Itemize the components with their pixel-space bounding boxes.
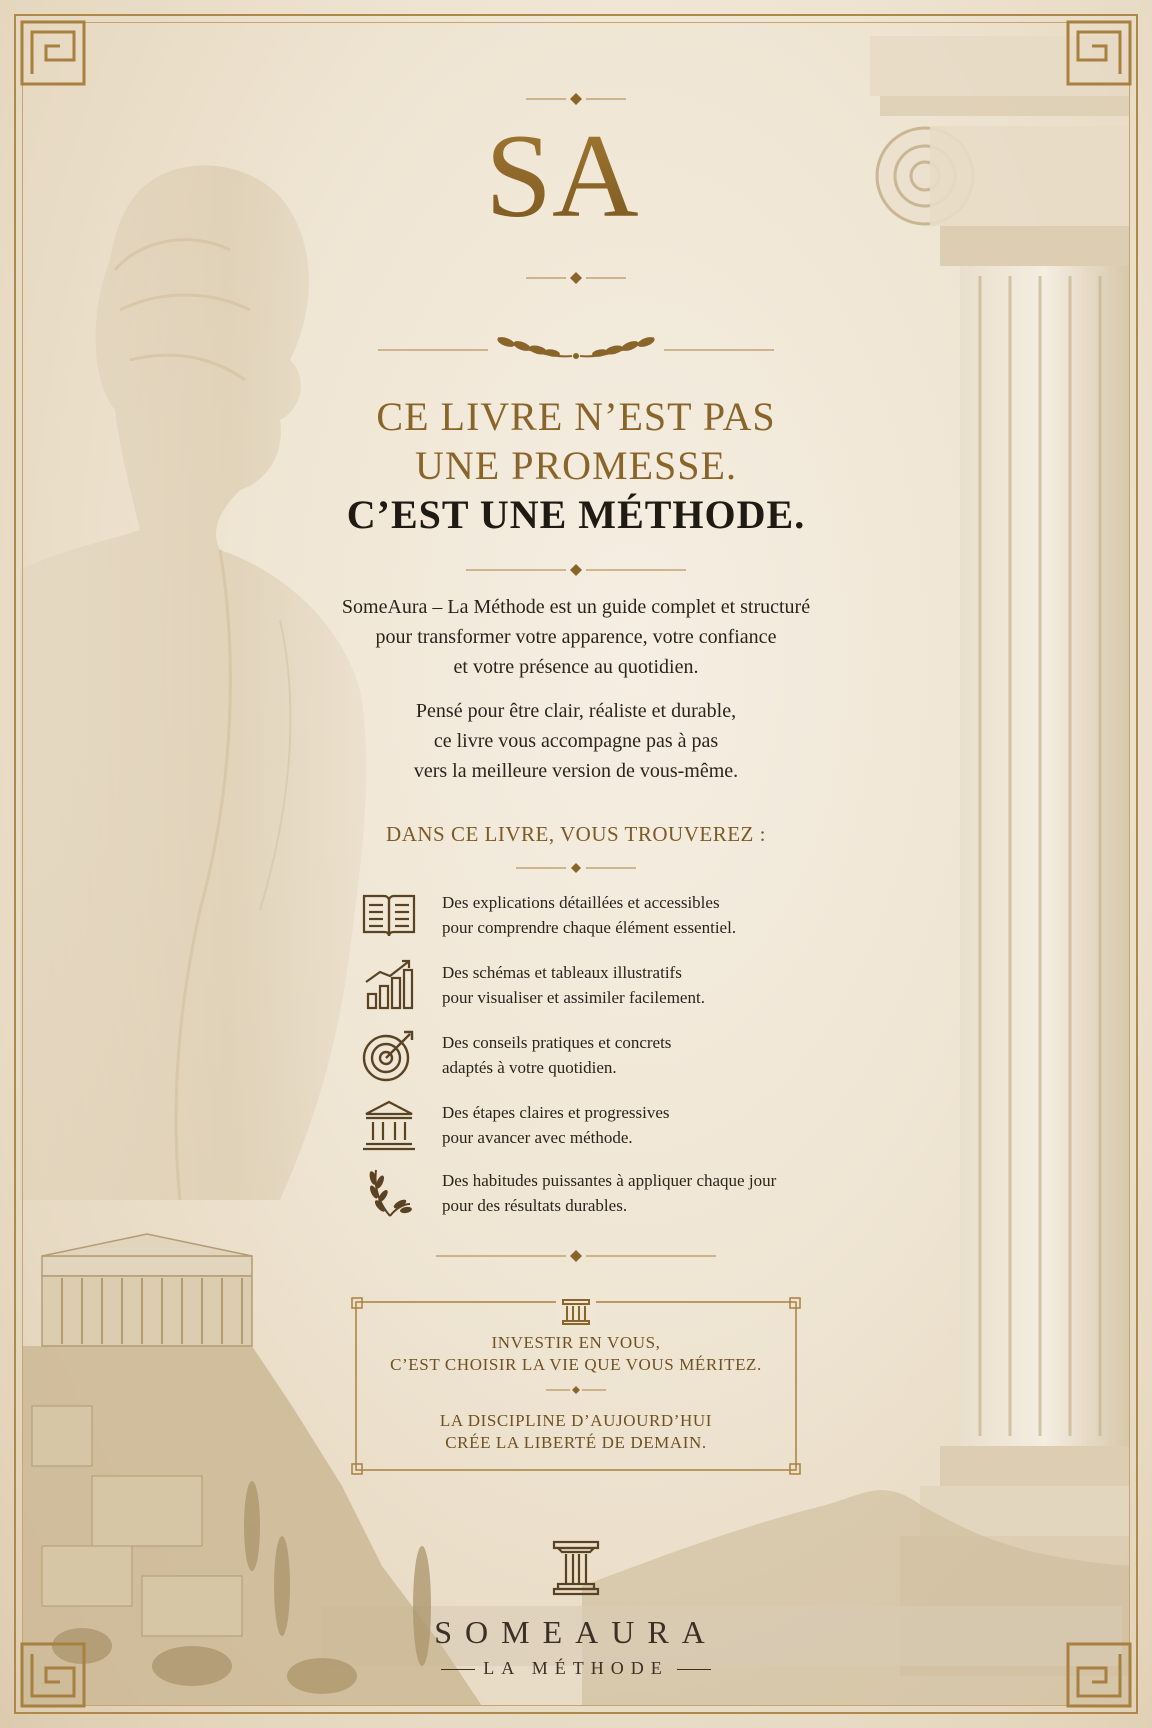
column-logo-icon — [546, 1538, 606, 1596]
feature-item — [360, 1164, 840, 1224]
feature-line: pour visualiser et assimiler facilement. — [442, 988, 705, 1007]
brand-subtitle: LA MÉTHODE — [483, 1658, 669, 1678]
target-icon — [360, 1026, 418, 1084]
quote-box — [350, 1296, 802, 1476]
quote-1 — [350, 1332, 802, 1376]
monogram-s: SA — [485, 109, 639, 242]
quote-2-line: LA DISCIPLINE D’AUJOURD’HUI — [439, 1411, 713, 1430]
feature-text — [442, 1168, 842, 1218]
subtitle-line-right — [677, 1669, 711, 1670]
intro-paragraph-1 — [300, 592, 852, 682]
intro-p1-line: et votre présence au quotidien. — [453, 656, 699, 678]
monogram-bottom-divider — [300, 271, 852, 285]
brand-subtitle-row — [300, 1658, 852, 1679]
feature-line: Des explications détaillées et accessibles — [442, 893, 720, 912]
brand-name: SOMEAURA — [434, 1614, 718, 1650]
section-title: DANS CE LIVRE, VOUS TROUVEREZ : — [386, 822, 766, 846]
feature-line: pour avancer avec méthode. — [442, 1128, 633, 1147]
feature-line: adaptés à votre quotidien. — [442, 1058, 617, 1077]
features-bottom-divider — [300, 1249, 852, 1263]
feature-line: Des étapes claires et progressives — [442, 1103, 670, 1122]
feature-text — [442, 890, 842, 940]
feature-item — [360, 956, 840, 1016]
greek-key-corner-ornament — [1064, 1640, 1134, 1710]
intro-p2-line: ce livre vous accompagne pas à pas — [433, 730, 719, 752]
quote-1-line: INVESTIR EN VOUS, — [491, 1333, 661, 1352]
intro-p2-line: vers la meilleure version de vous-même. — [413, 760, 739, 782]
intro-p1-line: SomeAura – La Méthode est un guide complet et structuré — [341, 596, 811, 618]
feature-item — [360, 886, 840, 946]
section-divider — [300, 861, 852, 875]
feature-text — [442, 960, 842, 1010]
greek-key-corner-ornament — [18, 18, 88, 88]
quote-1-line: C’EST CHOISIR LA VIE QUE VOUS MÉRITEZ. — [390, 1355, 762, 1374]
intro-p2-line: Pensé pour être clair, réaliste et durable, — [415, 700, 737, 722]
feature-line: Des habitudes puissantes à appliquer chaque jour — [442, 1171, 777, 1190]
headline-line-1: CE LIVRE N’EST PAS — [376, 394, 776, 439]
feature-text — [442, 1100, 842, 1150]
headline — [300, 392, 852, 539]
quote-2 — [350, 1410, 802, 1454]
quote-2-line: CRÉE LA LIBERTÉ DE DEMAIN. — [445, 1433, 707, 1452]
headline-line-3: C’EST UNE MÉTHODE. — [346, 492, 806, 537]
feature-text — [442, 1030, 842, 1080]
sa-monogram-logo — [300, 104, 852, 254]
temple-icon — [360, 1096, 418, 1154]
feature-item — [360, 1096, 840, 1156]
feature-line: pour des résultats durables. — [442, 1196, 628, 1215]
greek-key-corner-ornament — [1064, 18, 1134, 88]
feature-line: pour comprendre chaque élément essentiel. — [442, 918, 737, 937]
greek-key-corner-ornament — [18, 1640, 88, 1710]
feature-line: Des conseils pratiques et concrets — [442, 1033, 672, 1052]
bar-chart-icon — [360, 956, 418, 1014]
laurel-divider — [300, 322, 852, 366]
main-content — [300, 0, 852, 1728]
laurel-icon — [360, 1164, 418, 1222]
intro-paragraph-2 — [300, 696, 852, 786]
subtitle-line-left — [441, 1669, 475, 1670]
headline-line-2: UNE PROMESSE. — [415, 443, 737, 488]
open-book-icon — [360, 886, 418, 944]
feature-line: Des schémas et tableaux illustratifs — [442, 963, 682, 982]
feature-item — [360, 1026, 840, 1086]
intro-p1-line: pour transformer votre apparence, votre confiance — [375, 626, 777, 648]
headline-divider — [300, 563, 852, 577]
